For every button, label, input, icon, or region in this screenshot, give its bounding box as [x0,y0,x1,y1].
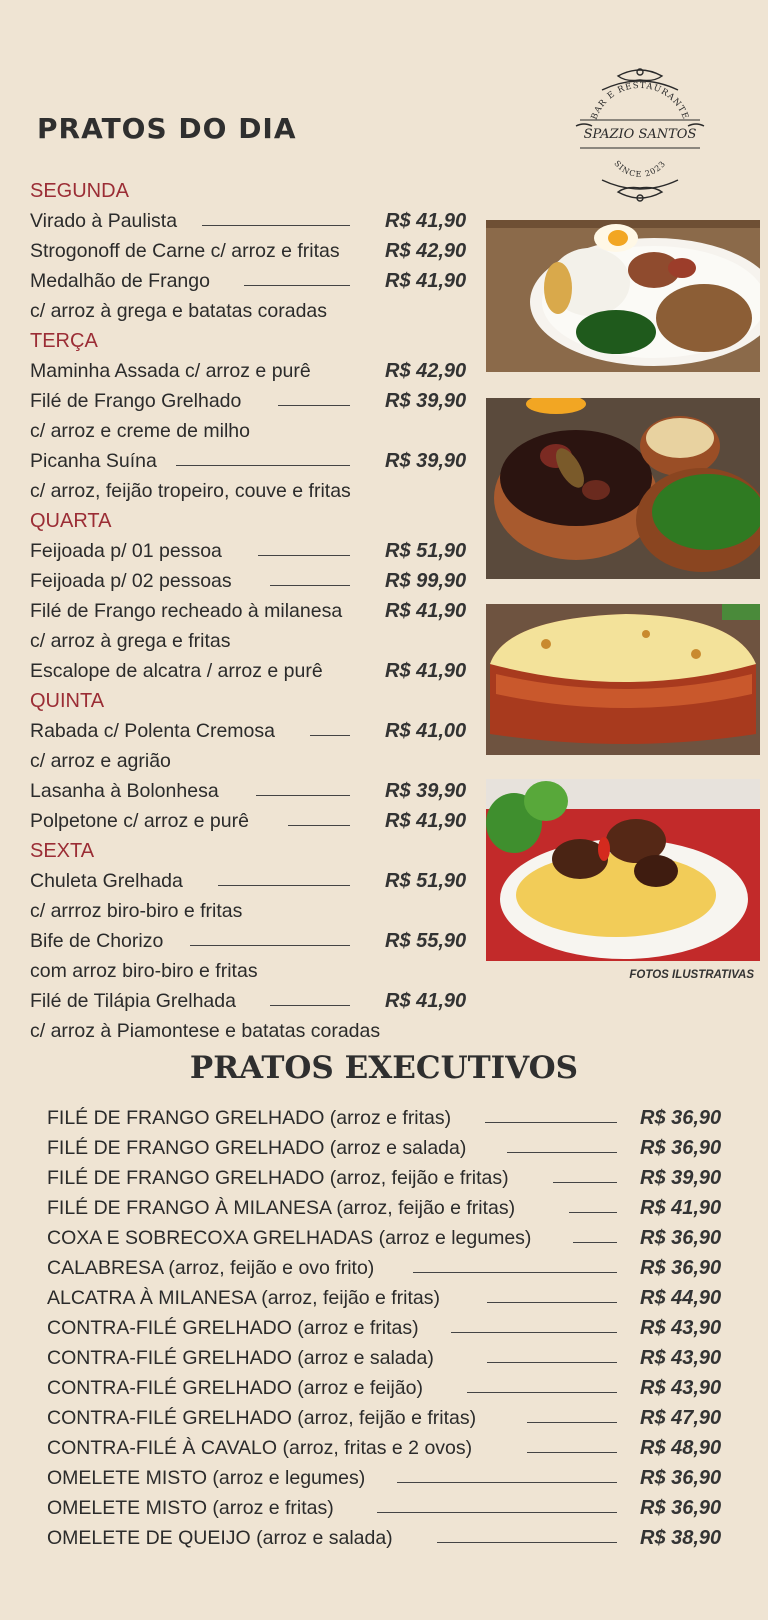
dish-name: CONTRA-FILÉ GRELHADO (arroz e feijão) [47,1377,423,1399]
leader-line [527,1452,617,1453]
dish-description: c/ arroz à Piamontese e batatas coradas [30,1020,381,1042]
dish-name: OMELETE MISTO (arroz e fritas) [47,1497,334,1519]
dish-price: R$ 41,90 [385,660,467,682]
executive-menu-item [47,1163,737,1193]
executive-menu-item [47,1103,737,1133]
dish-price: R$ 43,90 [640,1347,722,1369]
dish-price: R$ 36,90 [640,1497,722,1519]
dish-name: OMELETE MISTO (arroz e legumes) [47,1467,366,1489]
dish-name: FILÉ DE FRANGO GRELHADO (arroz, feijão e fritas) [47,1167,509,1189]
dish-price: R$ 43,90 [640,1377,722,1399]
dish-name: Virado à Paulista [30,210,178,232]
dish-price: R$ 42,90 [385,360,467,382]
dish-price: R$ 51,90 [385,870,467,892]
menu-item [30,926,476,956]
dish-price: R$ 39,90 [640,1167,722,1189]
executive-menu-item [47,1313,737,1343]
leader-line [218,885,350,886]
dish-name: Bife de Chorizo [30,930,164,952]
dish-name: FILÉ DE FRANGO À MILANESA (arroz, feijão e fritas) [47,1197,516,1219]
dish-price: R$ 36,90 [640,1257,722,1279]
dish-price: R$ 41,90 [385,210,467,232]
dish-price: R$ 39,90 [385,390,467,412]
leader-line [437,1542,617,1543]
leader-line [451,1332,617,1333]
dish-description: c/ arroz à grega e batatas coradas [30,300,328,322]
dish-name: Feijoada p/ 01 pessoa [30,540,222,562]
photo-rabada-polenta [486,779,760,961]
dish-price: R$ 38,90 [640,1527,722,1549]
day-heading: SEGUNDA [30,180,129,202]
dish-price: R$ 44,90 [640,1287,722,1309]
leader-line [487,1302,617,1303]
menu-item [30,236,476,266]
dish-name: Medalhão de Frango [30,270,210,292]
executive-menu-item [47,1253,737,1283]
day-heading: SEXTA [30,840,95,862]
dish-description: c/ arroz, feijão tropeiro, couve e fritas [30,480,351,502]
logo-since-text: SINCE 2023 [612,158,668,179]
dish-name: Maminha Assada c/ arroz e purê [30,360,311,382]
dish-name: FILÉ DE FRANGO GRELHADO (arroz e fritas) [47,1107,452,1129]
executive-menu-item [47,1493,737,1523]
dish-price: R$ 48,90 [640,1437,722,1459]
daily-menu-list [30,176,476,1046]
menu-item [30,596,476,626]
executive-menu-item [47,1523,737,1553]
dish-price: R$ 39,90 [385,450,467,472]
menu-item [30,536,476,566]
dish-name: Rabada c/ Polenta Cremosa [30,720,275,742]
leader-line [413,1272,617,1273]
dish-name: Polpetone c/ arroz e purê [30,810,249,832]
dish-price: R$ 55,90 [385,930,467,952]
dish-name: Lasanha à Bolonhesa [30,780,219,802]
dish-name: CONTRA-FILÉ GRELHADO (arroz, feijão e fritas) [47,1407,477,1429]
leader-line [553,1182,617,1183]
dish-name: Strogonoff de Carne c/ arroz e fritas [30,240,340,262]
executive-menu-item [47,1373,737,1403]
dish-description: c/ arroz e agrião [30,750,171,772]
leader-line [288,825,350,826]
dish-price: R$ 41,00 [385,720,467,742]
dish-name: CALABRESA (arroz, feijão e ovo frito) [47,1257,375,1279]
dish-name: ALCATRA À MILANESA (arroz, feijão e fritas) [47,1287,441,1309]
dish-price: R$ 39,90 [385,780,467,802]
photo-lasanha [486,604,760,755]
restaurant-logo [566,64,714,206]
leader-line [256,795,350,796]
leader-line [487,1362,617,1363]
menu-item [30,806,476,836]
leader-line [485,1122,617,1123]
dish-name: Picanha Suína [30,450,157,472]
menu-item [30,656,476,686]
dish-name: Filé de Tilápia Grelhada [30,990,236,1012]
leader-line [258,555,350,556]
leader-line [176,465,350,466]
dish-description: c/ arroz à grega e fritas [30,630,231,652]
menu-item [30,566,476,596]
menu-item [30,356,476,386]
menu-item [30,716,476,746]
day-heading: QUINTA [30,690,105,712]
dish-description: c/ arrroz biro-biro e fritas [30,900,243,922]
dish-price: R$ 41,90 [385,270,467,292]
leader-line [202,225,350,226]
leader-line [310,735,350,736]
menu-item [30,266,476,296]
executive-menu-list [47,1103,737,1553]
leader-line [467,1392,617,1393]
dish-name: CONTRA-FILÉ GRELHADO (arroz e salada) [47,1347,434,1369]
leader-line [278,405,350,406]
photo-feijoada [486,398,760,579]
logo-name: SPAZIO SANTOS [583,127,697,142]
svg-text:SINCE 2023 [612,159,667,179]
dish-description: com arroz biro-biro e fritas [30,960,258,982]
dish-name: Escalope de alcatra / arroz e purê [30,660,323,682]
leader-line [397,1482,617,1483]
dish-price: R$ 41,90 [385,810,467,832]
section-title-pratos-executivos: PRATOS EXECUTIVOS [189,1050,579,1086]
logo-top-text: BAR E RESTAURANTE [589,80,691,122]
executive-menu-item [47,1193,737,1223]
leader-line [270,585,350,586]
dish-name: Chuleta Grelhada [30,870,183,892]
dish-price: R$ 36,90 [640,1107,722,1129]
menu-item [30,866,476,896]
executive-menu-item [47,1463,737,1493]
executive-menu-item [47,1283,737,1313]
executive-menu-item [47,1403,737,1433]
dish-name: OMELETE DE QUEIJO (arroz e salada) [47,1527,393,1549]
leader-line [507,1152,617,1153]
dish-name: FILÉ DE FRANGO GRELHADO (arroz e salada) [47,1137,467,1159]
leader-line [527,1422,617,1423]
dish-price: R$ 36,90 [640,1467,722,1489]
executive-menu-item [47,1133,737,1163]
dish-price: R$ 41,90 [385,990,467,1012]
leader-line [244,285,350,286]
dish-description: c/ arroz e creme de milho [30,420,250,442]
leader-line [190,945,350,946]
day-heading: QUARTA [30,510,112,532]
menu-item [30,986,476,1016]
photo-virado-paulista [486,220,760,372]
dish-price: R$ 43,90 [640,1317,722,1339]
executive-menu-item [47,1433,737,1463]
menu-item [30,776,476,806]
leader-line [270,1005,350,1006]
leader-line [573,1242,617,1243]
dish-name: CONTRA-FILÉ GRELHADO (arroz e fritas) [47,1317,419,1339]
dish-name: Filé de Frango Grelhado [30,390,242,412]
dish-price: R$ 41,90 [385,600,467,622]
dish-price: R$ 42,90 [385,240,467,262]
executive-menu-item [47,1223,737,1253]
page-title-pratos-do-dia: PRATOS DO DIA [37,112,297,145]
leader-line [377,1512,617,1513]
svg-text:BAR E RESTAURANTE [589,81,690,121]
dish-price: R$ 36,90 [640,1227,722,1249]
menu-item [30,386,476,416]
dish-name: CONTRA-FILÉ À CAVALO (arroz, fritas e 2 ovos) [47,1437,473,1459]
dish-name: Filé de Frango recheado à milanesa [30,600,343,622]
dish-price: R$ 41,90 [640,1197,722,1219]
dish-price: R$ 51,90 [385,540,467,562]
dish-price: R$ 99,90 [385,570,467,592]
dish-price: R$ 47,90 [640,1407,722,1429]
executive-menu-item [47,1343,737,1373]
menu-item [30,446,476,476]
photos-disclaimer: FOTOS ILUSTRATIVAS [629,969,754,981]
dish-name: COXA E SOBRECOXA GRELHADAS (arroz e legumes) [47,1227,532,1249]
menu-item [30,206,476,236]
leader-line [569,1212,617,1213]
dish-name: Feijoada p/ 02 pessoas [30,570,232,592]
dish-price: R$ 36,90 [640,1137,722,1159]
day-heading: TERÇA [30,330,98,352]
